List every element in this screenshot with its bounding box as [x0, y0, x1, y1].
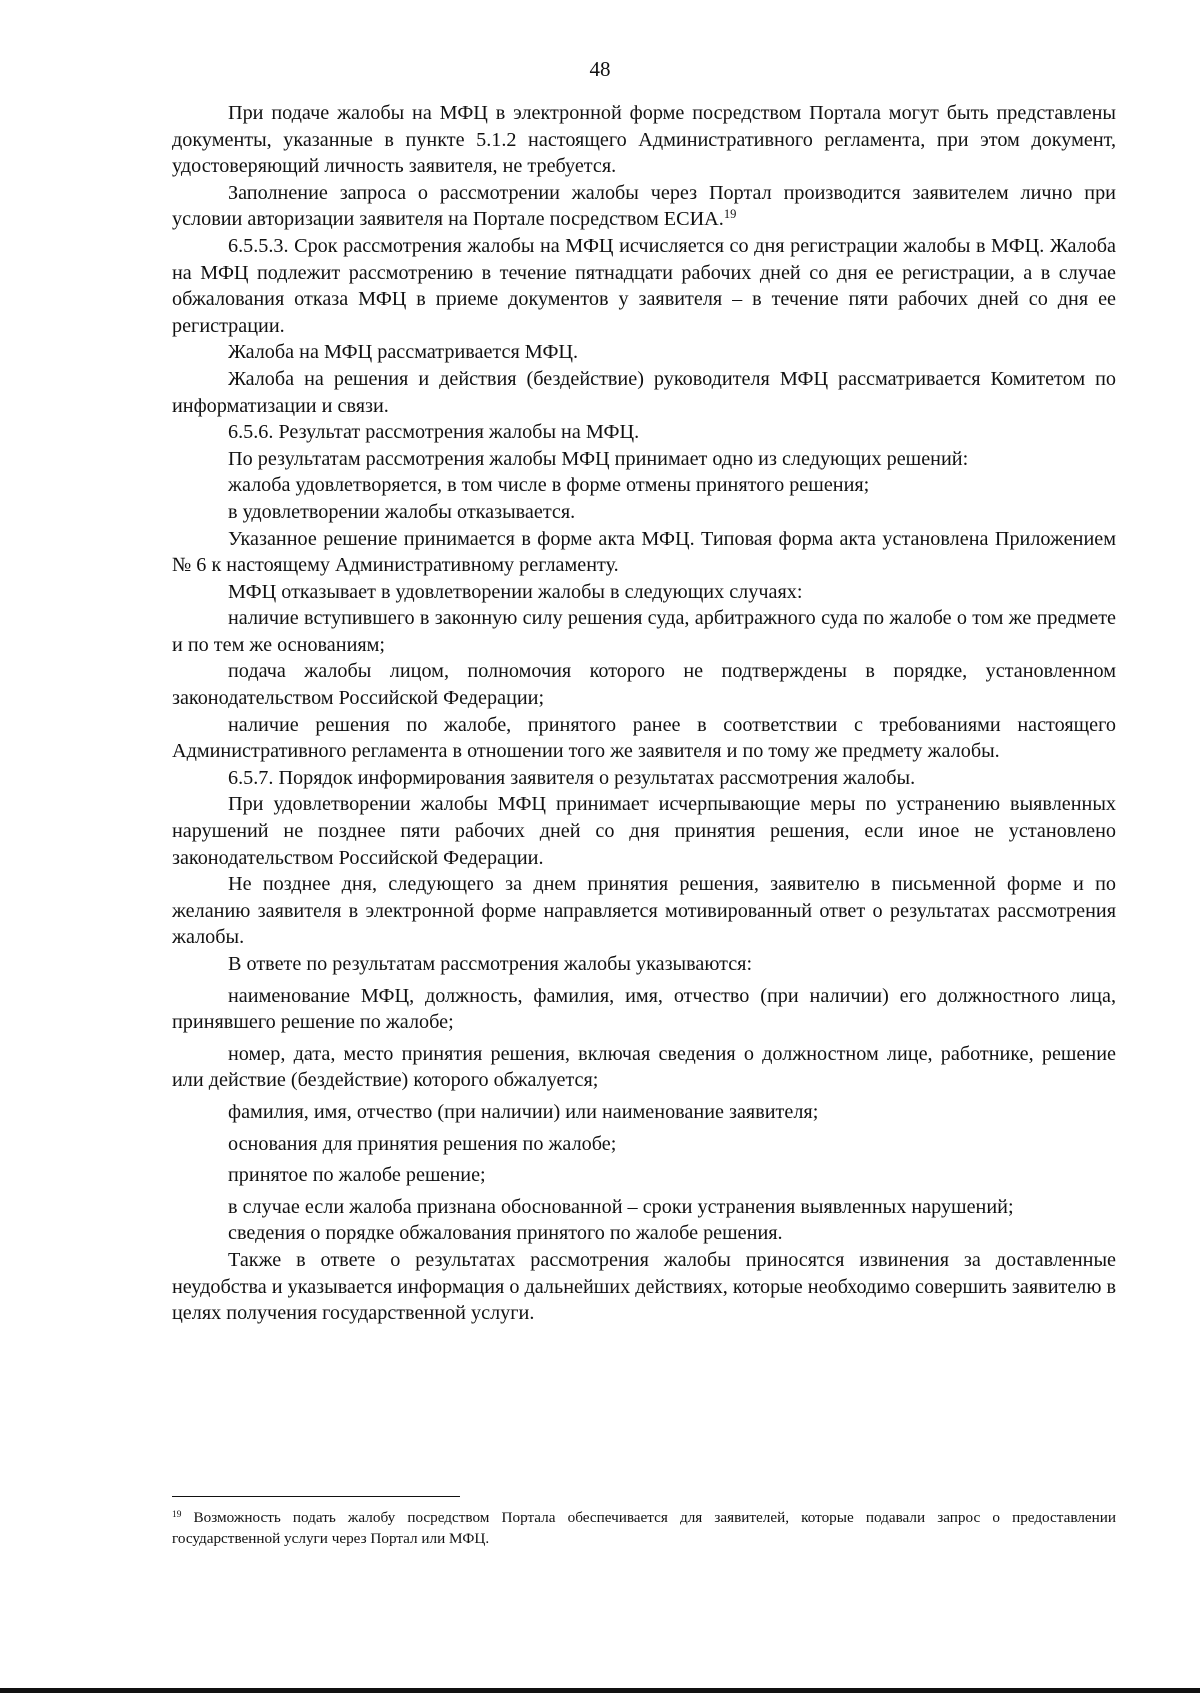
paragraph: Не позднее дня, следующего за днем принятия решения, заявителю в письменной форме и по желанию заявителя в электронной форме направляется мотивированный ответ о результатах рассмотрения жалобы.: [172, 873, 1116, 949]
paragraph: основания для принятия решения по жалобе;: [228, 1132, 617, 1155]
paragraph: Также в ответе о результатах рассмотрения жалобы приносятся извинения за доставленные неудобства и указывается информация о дальнейших действиях, которые необходимо совершить заявителю в целях получения государственной услуги.: [172, 1248, 1117, 1325]
paragraph: подача жалобы лицом, полномочия которого не подтверждены в порядке, установленном законодательством Российской Федерации;: [172, 660, 1116, 710]
paragraph: фамилия, имя, отчество (при наличии) или наименование заявителя;: [228, 1100, 819, 1123]
paragraph: жалоба удовлетворяется, в том числе в форме отмены принятого решения;: [228, 474, 870, 497]
paragraph: 6.5.5.3. Срок рассмотрения жалобы на МФЦ исчисляется со дня регистрации жалобы в МФЦ. Жалоба на МФЦ подлежит рассмотрению в течение пятнадцати рабочих дней со дня ее регистрации, а в случае обжалования отказа МФЦ в приеме документов у заявителя – в течение пяти рабочих дней со дня ее регистрации.: [172, 234, 1116, 337]
footnote-text: Возможность подать жалобу посредством Портала обеспечивается для заявителей, которые подавали запрос о предоставлении государственной услуги через Портал или МФЦ.: [172, 1509, 1117, 1547]
paragraph: В ответе по результатам рассмотрения жалобы указываются:: [228, 953, 753, 975]
paragraph: Жалоба на решения и действия (бездействие) руководителя МФЦ рассматривается Комитетом по информатизации и связи.: [172, 367, 1116, 417]
document-body: [172, 100, 1116, 1327]
scan-bottom-edge: [0, 1688, 1200, 1693]
footnote-marker: 19: [172, 1509, 182, 1520]
paragraph: По результатам рассмотрения жалобы МФЦ принимает одно из следующих решений:: [228, 447, 969, 470]
paragraph: При удовлетворении жалобы МФЦ принимает исчерпывающие меры по устранению выявленных нарушений не позднее пяти рабочих дней со дня принятия решения, если иное не установлено законодательством Российской Федерации.: [172, 793, 1116, 869]
page-number: 48: [589, 57, 611, 81]
paragraph: наименование МФЦ, должность, фамилия, имя, отчество (при наличии) его должностного лица, принявшего решение по жалобе;: [172, 984, 1116, 1034]
paragraph: При подаче жалобы на МФЦ в электронной форме посредством Портала могут быть представлены документы, указанные в пункте 5.1.2 настоящего Административного регламента, при этом документ, удостоверяющий личность заявителя, не требуется.: [172, 102, 1116, 178]
paragraph: Жалоба на МФЦ рассматривается МФЦ.: [228, 341, 579, 364]
paragraph: номер, дата, место принятия решения, включая сведения о должностном лице, работнике, решение или действие (бездействие) которого обжалуется;: [172, 1042, 1116, 1092]
paragraph: в случае если жалоба признана обоснованной – сроки устранения выявленных нарушений;: [228, 1195, 1014, 1218]
paragraph: в удовлетворении жалобы отказывается.: [228, 500, 576, 523]
paragraph: принятое по жалобе решение;: [228, 1164, 486, 1187]
paragraph: наличие решения по жалобе, принятого ранее в соответствии с требованиями настоящего Административного регламента в отношении того же заявителя и по тому же предмету жалобы.: [172, 713, 1116, 763]
paragraph: сведения о порядке обжалования принятого по жалобе решения.: [228, 1222, 783, 1245]
paragraph-text: Заполнение запроса о рассмотрении жалобы через Портал производится заявителем лично при условии авторизации заявителя на Портале посредством ЕСИА.: [172, 181, 1116, 231]
footnote: [172, 1507, 1116, 1549]
footnote-reference: 19: [723, 207, 737, 222]
paragraph: МФЦ отказывает в удовлетворении жалобы в следующих случаях:: [228, 580, 803, 603]
paragraph: Указанное решение принимается в форме акта МФЦ. Типовая форма акта установлена Приложением № 6 к настоящему Административному регламенту.: [172, 527, 1116, 577]
paragraph: 6.5.7. Порядок информирования заявителя о результатах рассмотрения жалобы.: [228, 766, 916, 789]
footnote-divider: [172, 1496, 460, 1497]
paragraph: 6.5.6. Результат рассмотрения жалобы на МФЦ.: [228, 421, 640, 444]
paragraph: [172, 180, 1116, 233]
paragraph: наличие вступившего в законную силу решения суда, арбитражного суда по жалобе о том же предмете и по тем же основаниям;: [172, 607, 1116, 656]
